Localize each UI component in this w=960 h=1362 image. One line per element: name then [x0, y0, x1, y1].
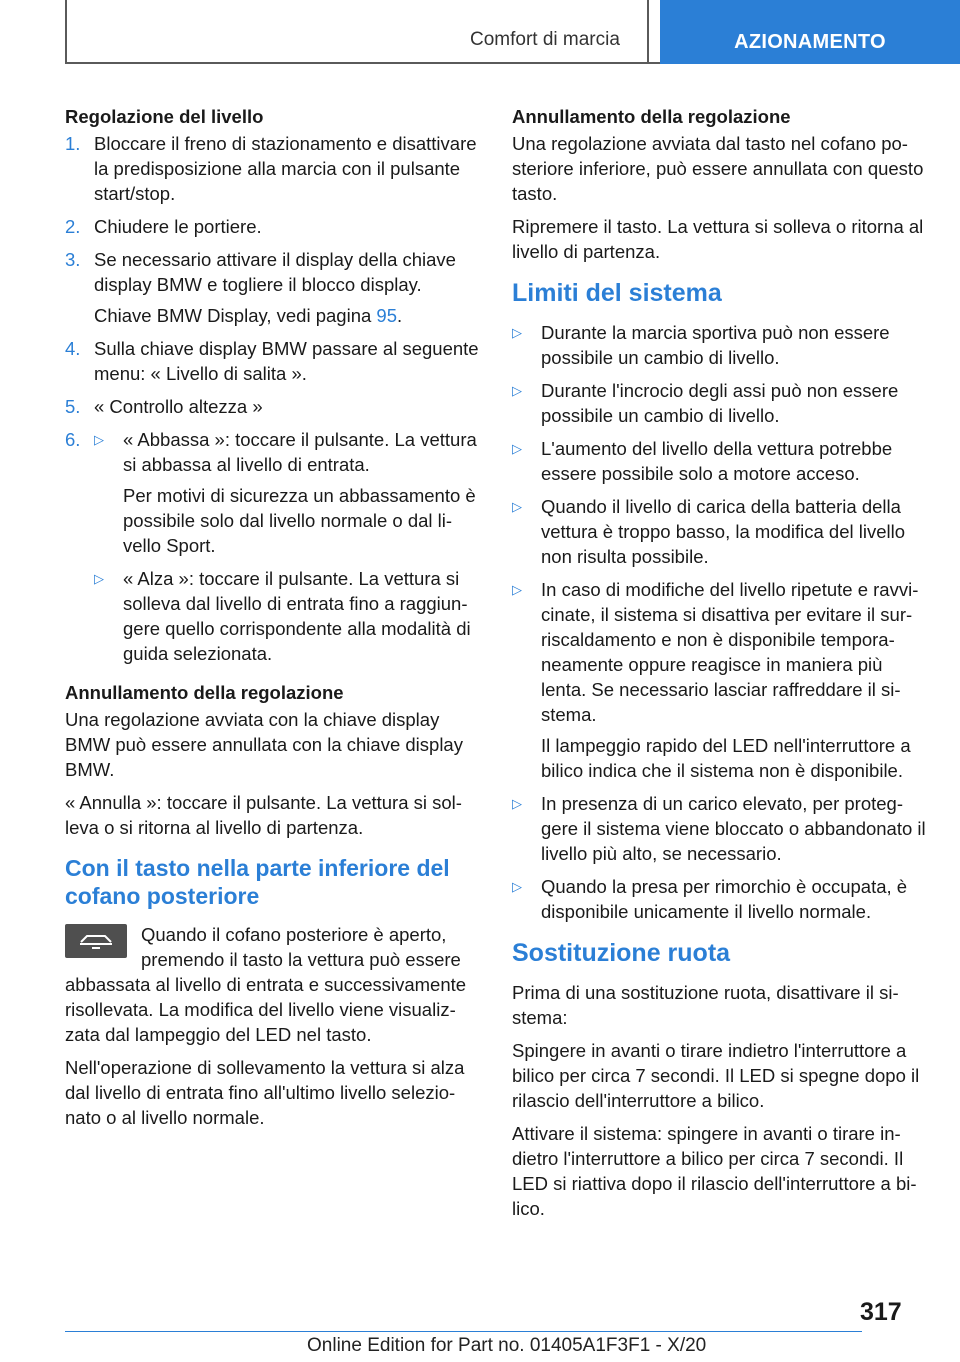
steps-list	[65, 131, 480, 666]
section-heading-system-limits: Limiti del sistema	[512, 279, 722, 307]
left-column	[65, 104, 480, 1138]
tailgate-button-icon	[65, 924, 127, 958]
triangle-bullet-icon: ▷	[512, 499, 522, 514]
paragraph: Spingere in avanti o tirare indietro l'interruttore a bilico per circa 7 secondi. Il LED si spegne dopo il rilascio dell'interruttore a bilico.	[512, 1040, 920, 1111]
step-text: Bloccare il freno di stazionamento e disattivare la predisposizione alla marcia con il pulsante start/stop.	[94, 133, 477, 204]
paragraph: Nell'operazione di sollevamento la vettura si alza dal livello di entrata fino all'ultimo livello selezionato o al livello normale.	[65, 1057, 465, 1128]
limit-item: ▷ Durante l'incrocio degli assi può non essere possibile un cambio di livello.	[512, 380, 899, 426]
triangle-bullet-icon: ▷	[94, 432, 104, 447]
subheading-cancel-right: Annullamento della regolazione	[512, 106, 791, 127]
limit-item: ▷ Durante la marcia sportiva può non essere possibile un cambio di livello.	[512, 322, 890, 368]
right-column	[512, 104, 932, 1229]
header-divider	[647, 0, 649, 64]
limit-item: ▷ L'aumento del livello della vettura potrebbe essere possibile solo a motore acceso.	[512, 438, 893, 484]
step-number: 1.	[65, 133, 81, 154]
step-number: 2.	[65, 216, 81, 237]
step-text: Se necessario attivare il display della chiave display BMW e togliere il blocco display.	[94, 249, 456, 295]
edition-footer: Online Edition for Part no. 01405A1F3F1 - X/20	[307, 1335, 707, 1356]
step-item	[65, 336, 480, 386]
paragraph: Attivare il sistema: spingere in avanti o tirare indietro l'interruttore a bilico per circa 7 secondi. Il LED si riattiva dopo il rilascio dell'interruttore a bilico.	[512, 1123, 917, 1219]
triangle-bullet-icon: ▷	[512, 325, 522, 340]
paragraph: Prima di una sostituzione ruota, disattivare il sistema:	[512, 982, 899, 1028]
limit-item: ▷ Quando la presa per rimorchio è occupata, è disponibile unicamente il livello normale.	[512, 876, 908, 922]
sublist-item: ▷ « Alza »: toccare il pulsante. La vettura si solleva dal livello di entrata fino a raggiungere quello corrispondente alla modalità di guida selezionata.	[94, 568, 471, 664]
step-text: Sulla chiave display BMW passare al seguente menu: « Livello di salita ».	[94, 338, 479, 384]
footer-rule	[65, 1331, 862, 1332]
step-item	[65, 247, 480, 328]
limits-list	[512, 320, 932, 924]
triangle-bullet-icon: ▷	[512, 796, 522, 811]
step-sublist	[94, 427, 480, 666]
step-number: 4.	[65, 338, 81, 359]
sublist-item: ▷ « Abbassa »: toccare il pulsante. La vettura si abbassa al livello di entrata. Per motivi di sicurezza un abbassamento è possibile solo dal livello normale o dal livello Sport.	[94, 429, 477, 556]
section-tab[interactable]: AZIONAMENTO	[660, 0, 960, 64]
chapter-title: Comfort di marcia	[470, 29, 620, 50]
page-link[interactable]: 95	[376, 305, 397, 326]
step-number: 6.	[65, 429, 81, 450]
paragraph: Una regolazione avviata con la chiave display BMW può essere annullata con la chiave display BMW.	[65, 709, 463, 780]
subheading-cancel: Annullamento della regolazione	[65, 682, 344, 703]
step-item	[65, 427, 480, 666]
limit-item: ▷ In presenza di un carico elevato, per proteggere il sistema viene bloccato o abbandonato il livello più alto, se necessario.	[512, 793, 926, 864]
limit-item: ▷ Quando il livello di carica della batteria della vettura è troppo basso, la modifica del livello non risulta possibile.	[512, 496, 906, 567]
limit-item: ▷ In caso di modifiche del livello ripetute e ravvicinate, il sistema si disattiva per evitare il surriscaldamento e non è disponibile temporaneamente oppure reagisce in maniera più lenta. Se necessario lasciar raffreddare il sistema. Il lampeggio rapido del LED nell'interruttore a bilico indica che il sistema non è disponibile.	[512, 579, 919, 781]
header-left-rule	[65, 0, 67, 64]
step-text: Chiudere le portiere.	[94, 216, 262, 237]
triangle-bullet-icon: ▷	[94, 571, 104, 586]
step-text: « Controllo altezza »	[94, 396, 263, 417]
triangle-bullet-icon: ▷	[512, 441, 522, 456]
paragraph: Ripremere il tasto. La vettura si solleva o ritorna al livello di partenza.	[512, 216, 924, 262]
section-heading-wheel-change: Sostituzione ruota	[512, 939, 731, 967]
step-item	[65, 131, 480, 206]
paragraph-with-icon: Quando il cofano posteriore è aperto, premendo il tasto la vettura può essere abbassata al livello di entrata e successivamente risollevata. La modifica del livello viene visualizzata dal lampeggio del LED nel tasto.	[65, 924, 467, 1045]
step-number: 3.	[65, 249, 81, 270]
page-number: 317	[860, 1298, 902, 1326]
step-reference: Chiave BMW Display, vedi pagina 95.	[94, 305, 403, 326]
paragraph: « Annulla »: toccare il pulsante. La vettura si solleva o si ritorna al livello di partenza.	[65, 792, 462, 838]
triangle-bullet-icon: ▷	[512, 582, 522, 597]
triangle-bullet-icon: ▷	[512, 879, 522, 894]
step-item	[65, 394, 480, 419]
subheading-level-adjustment: Regolazione del livello	[65, 106, 264, 127]
step-item	[65, 214, 480, 239]
step-number: 5.	[65, 396, 81, 417]
paragraph: Una regolazione avviata dal tasto nel cofano posteriore inferiore, può essere annullata con questo tasto.	[512, 133, 924, 204]
section-heading-tailgate-button: Con il tasto nella parte inferiore del cofano posteriore	[65, 855, 450, 909]
triangle-bullet-icon: ▷	[512, 383, 522, 398]
